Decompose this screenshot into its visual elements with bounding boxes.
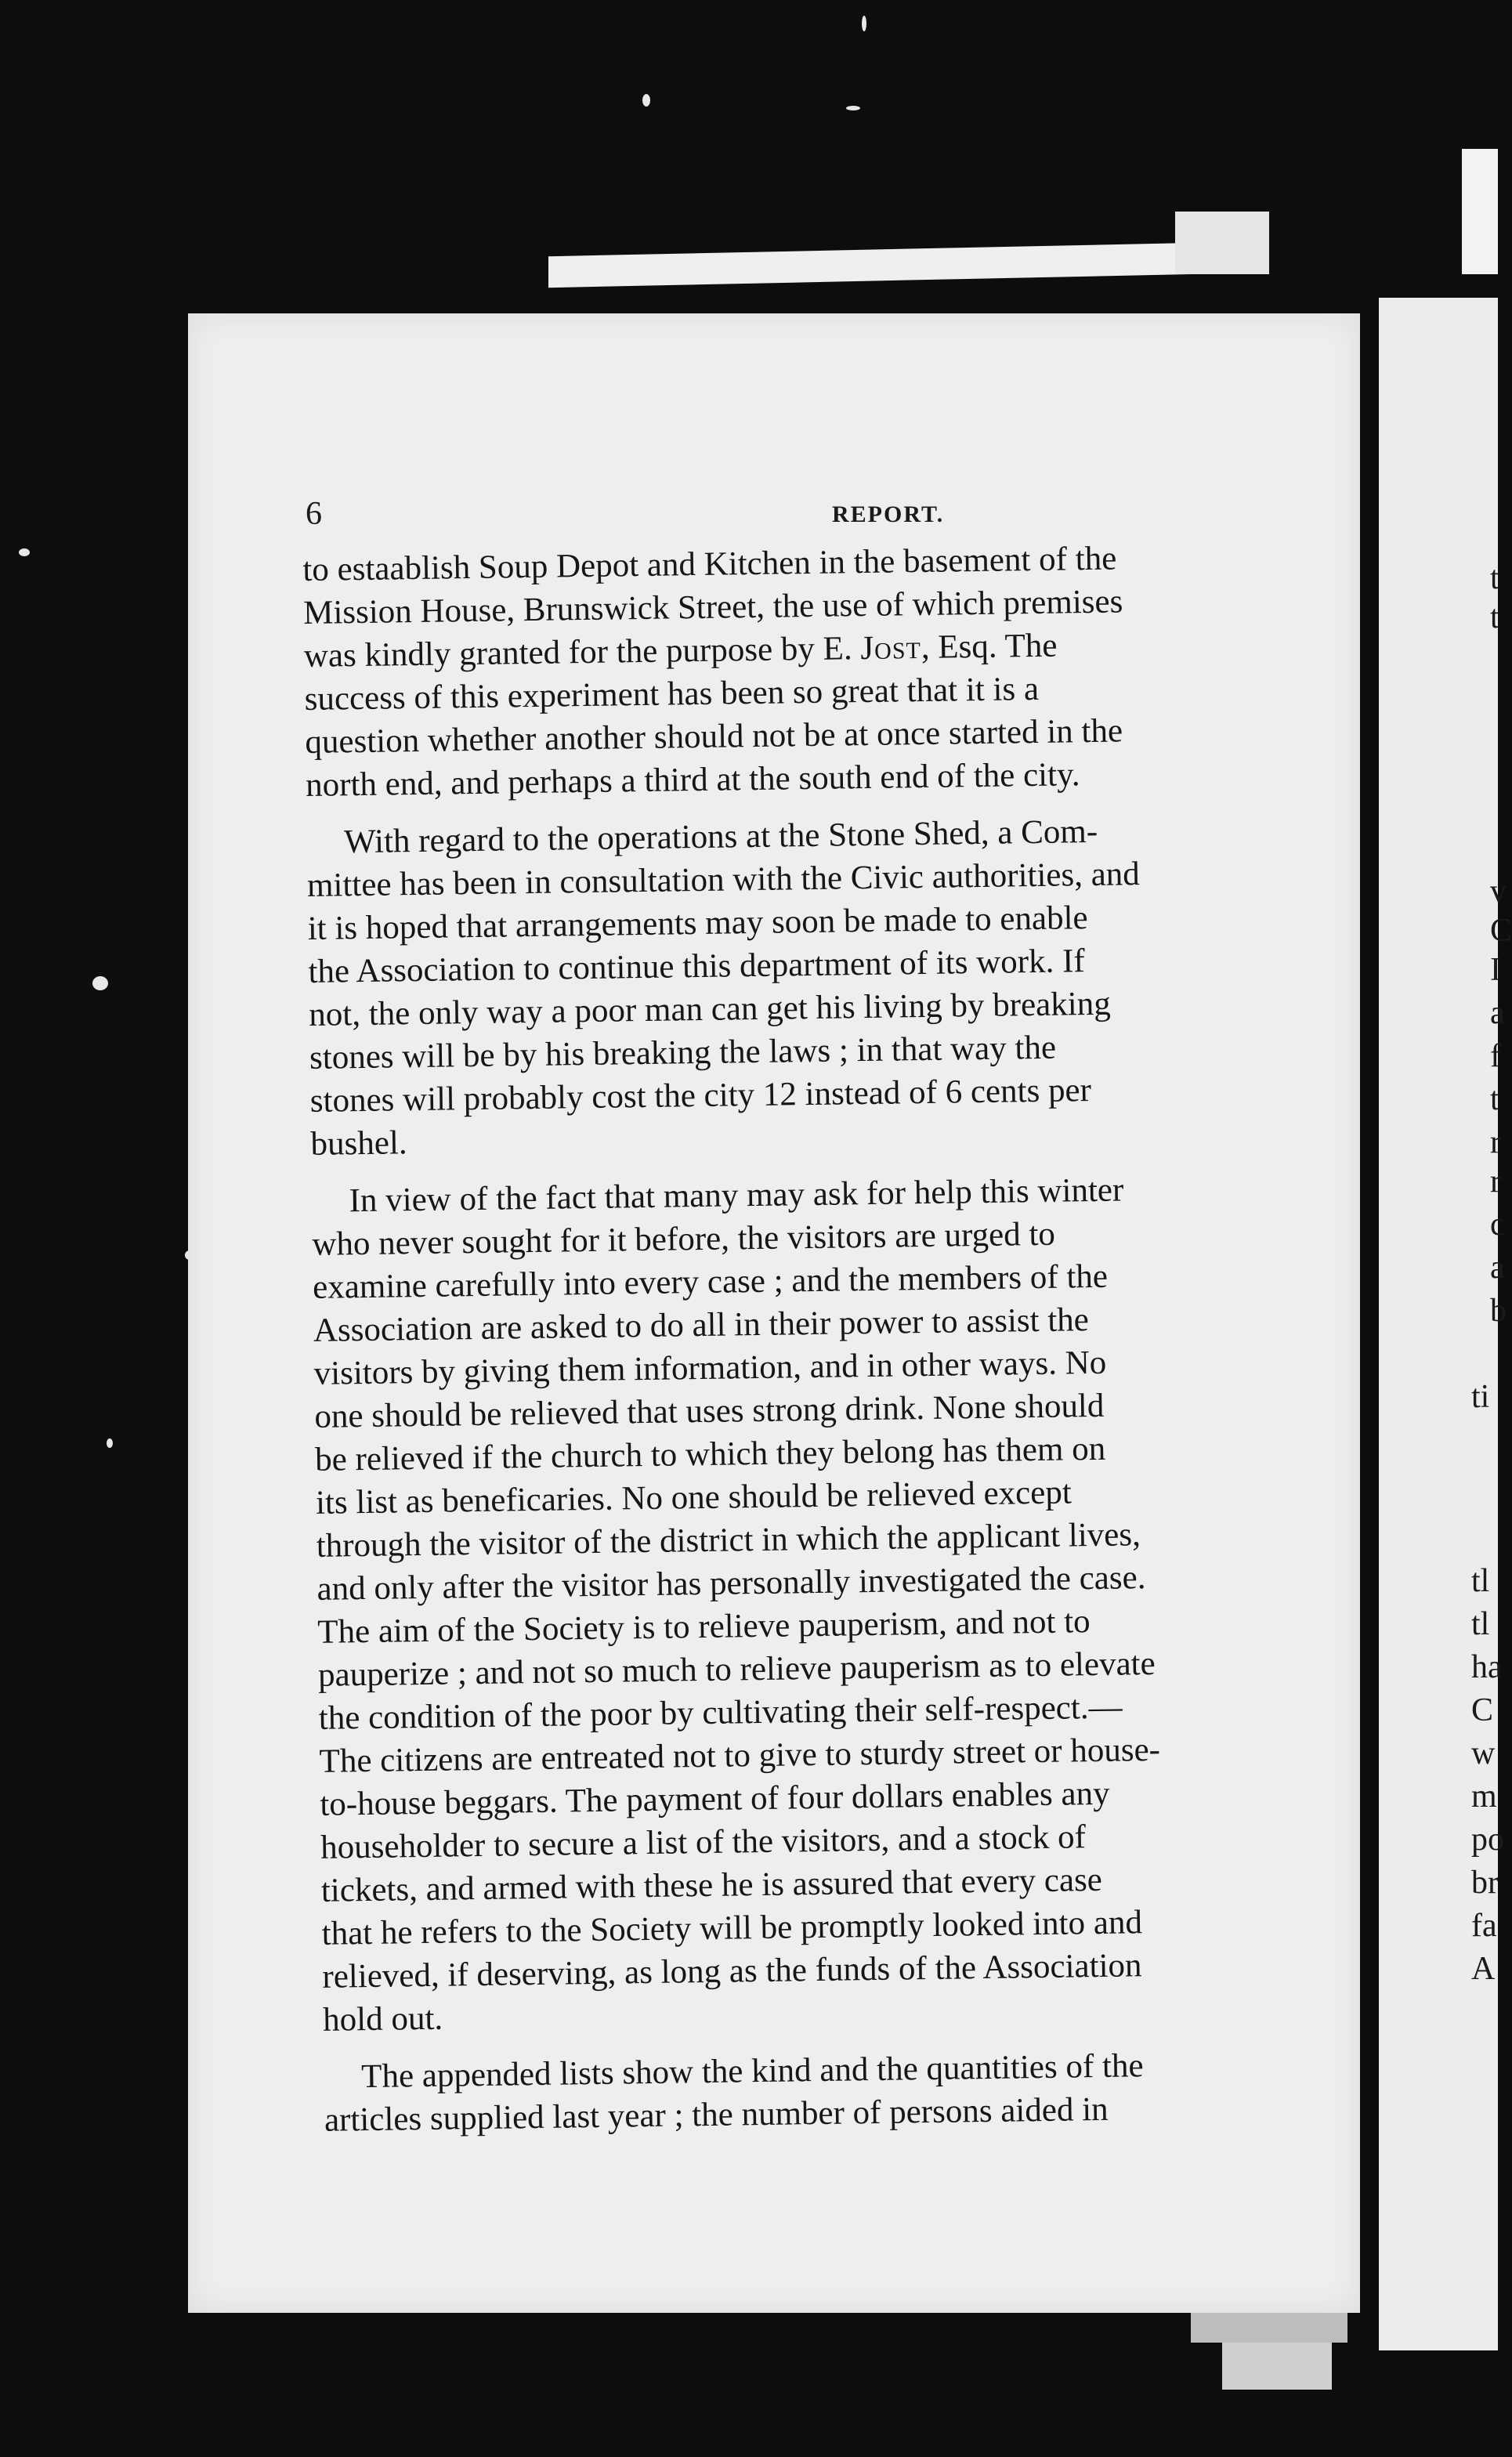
text-line: visitors by giving them information, and in other ways. No — [313, 1344, 1107, 1392]
facing-page-letter: C — [1490, 913, 1512, 949]
facing-page-letter: r — [1490, 1163, 1501, 1200]
text-run: was kindly granted for the purpose by E. — [303, 630, 852, 675]
facing-page-letter: f — [1490, 1038, 1501, 1074]
facing-page-letter: v — [1490, 874, 1507, 910]
text-line: to estaablish Soup Depot and Kitchen in the basement of the — [302, 540, 1117, 588]
facing-page-letter: a — [1490, 995, 1505, 1031]
facing-page-letter: a — [1490, 1250, 1505, 1286]
text-line: articles supplied last year ; the number of persons aided in — [324, 2090, 1109, 2139]
facing-page-letter: t — [1490, 560, 1499, 596]
stacked-page-edge — [548, 242, 1238, 288]
page-number: 6 — [306, 496, 322, 532]
body-text — [302, 534, 1358, 2142]
facing-page-letter: ti — [1471, 1379, 1490, 1415]
facing-page-letter: ha — [1471, 1649, 1503, 1685]
text-line: The appended lists show the kind and the quantities of the — [360, 2047, 1144, 2096]
book-page — [188, 313, 1360, 2313]
text-line: the condition of the poor by cultivating their self-respect.— — [318, 1688, 1123, 1737]
text-line: and only after the visitor has personally investigated the case. — [317, 1559, 1146, 1608]
text-line: bushel. — [310, 1124, 407, 1163]
text-line: through the visitor of the district in which the applicant lives, — [316, 1516, 1141, 1565]
dust-speck — [862, 16, 866, 31]
dust-speck — [92, 976, 108, 990]
paragraph — [306, 807, 1345, 1166]
facing-page-letter: tl — [1471, 1563, 1490, 1599]
text-line: examine carefully into every case ; and the members of the — [312, 1257, 1109, 1306]
text-line: pauperize ; and not so much to relieve pauperism as to elevate — [317, 1645, 1156, 1694]
text-line: that he refers to the Society will be promptly looked into and — [321, 1904, 1143, 1952]
text-line: stones will probably cost the city 12 instead of 6 cents per — [309, 1072, 1092, 1120]
text-line: success of this experiment has been so great that it is a — [304, 670, 1040, 718]
facing-page-letter: po — [1471, 1822, 1504, 1858]
page-header — [306, 495, 1324, 542]
person-name: Jost — [860, 628, 922, 668]
text-line: one should be relieved that uses strong drink. None should — [314, 1387, 1105, 1435]
paragraph — [311, 1165, 1357, 2041]
facing-page-letter: m — [1471, 1779, 1497, 1815]
facing-page-letter: C — [1471, 1692, 1494, 1728]
facing-page-letter: t — [1490, 599, 1499, 635]
facing-page-letter: A — [1471, 1951, 1496, 1987]
facing-page-letter: b — [1490, 1293, 1507, 1329]
facing-page-letter: tl — [1471, 1606, 1490, 1642]
dust-speck — [107, 1438, 113, 1448]
text-line: mittee has been in consultation with the Civic authorities, and — [306, 856, 1141, 904]
facing-page-letter: t — [1490, 1081, 1499, 1117]
text-run: , Esq. The — [921, 627, 1058, 666]
text-line: The citizens are entreated not to give to sturdy street or house- — [319, 1731, 1161, 1780]
facing-page-letter: r — [1490, 1124, 1501, 1160]
text-line: hold out. — [322, 1999, 443, 2039]
stacked-page-edge — [1175, 212, 1269, 274]
facing-page-letter: c — [1490, 1207, 1505, 1243]
facing-page-letter: br — [1471, 1865, 1499, 1901]
dust-speck — [19, 548, 30, 556]
text-line: its list as beneficaries. No one should be relieved except — [315, 1474, 1073, 1522]
text-line: who never sought for it before, the visitors are urged to — [312, 1215, 1056, 1263]
text-line: Mission House, Brunswick Street, the use of which premises — [302, 583, 1123, 631]
text-line: north end, and perhaps a third at the south end of the city. — [305, 756, 1080, 804]
paragraph — [324, 2041, 1358, 2141]
adjacent-page-corner — [1462, 149, 1498, 274]
dust-speck — [846, 106, 860, 110]
text-line: question whether another should not be at once started in the — [305, 712, 1123, 761]
text-line: to-house beggars. The payment of four dollars enables any — [320, 1775, 1110, 1823]
text-line: householder to secure a list of the visitors, and a stock of — [320, 1818, 1087, 1866]
text-line: The aim of the Society is to relieve pauperism, and not to — [317, 1603, 1091, 1651]
text-line: relieved, if deserving, as long as the funds of the Association — [322, 1947, 1142, 1996]
text-line: not, the only way a poor man can get his living by breaking — [308, 985, 1111, 1033]
text-line: Association are asked to do all in their power to assist the — [313, 1301, 1090, 1349]
text-line: In view of the fact that many may ask for help this winter — [349, 1171, 1124, 1220]
facing-page-letter: I — [1490, 952, 1501, 988]
text-line: be relieved if the church to which they belong has them on — [314, 1430, 1106, 1478]
facing-page-letter: w — [1471, 1735, 1496, 1771]
facing-page — [1379, 298, 1512, 2350]
text-line: With regard to the operations at the Stone Shed, a Com- — [343, 812, 1098, 861]
text-line: it is hoped that arrangements may soon be made to enable — [307, 899, 1088, 947]
dust-speck — [642, 94, 650, 107]
text-line: stones will be by his breaking the laws ; in that way the — [309, 1029, 1057, 1077]
text-line: tickets, and armed with these he is assured that every case — [320, 1861, 1103, 1909]
text-line: the Association to continue this department of its work. If — [308, 943, 1085, 990]
facing-page-letter: fa — [1471, 1908, 1497, 1944]
running-head: REPORT. — [832, 501, 945, 527]
paragraph — [302, 534, 1340, 807]
